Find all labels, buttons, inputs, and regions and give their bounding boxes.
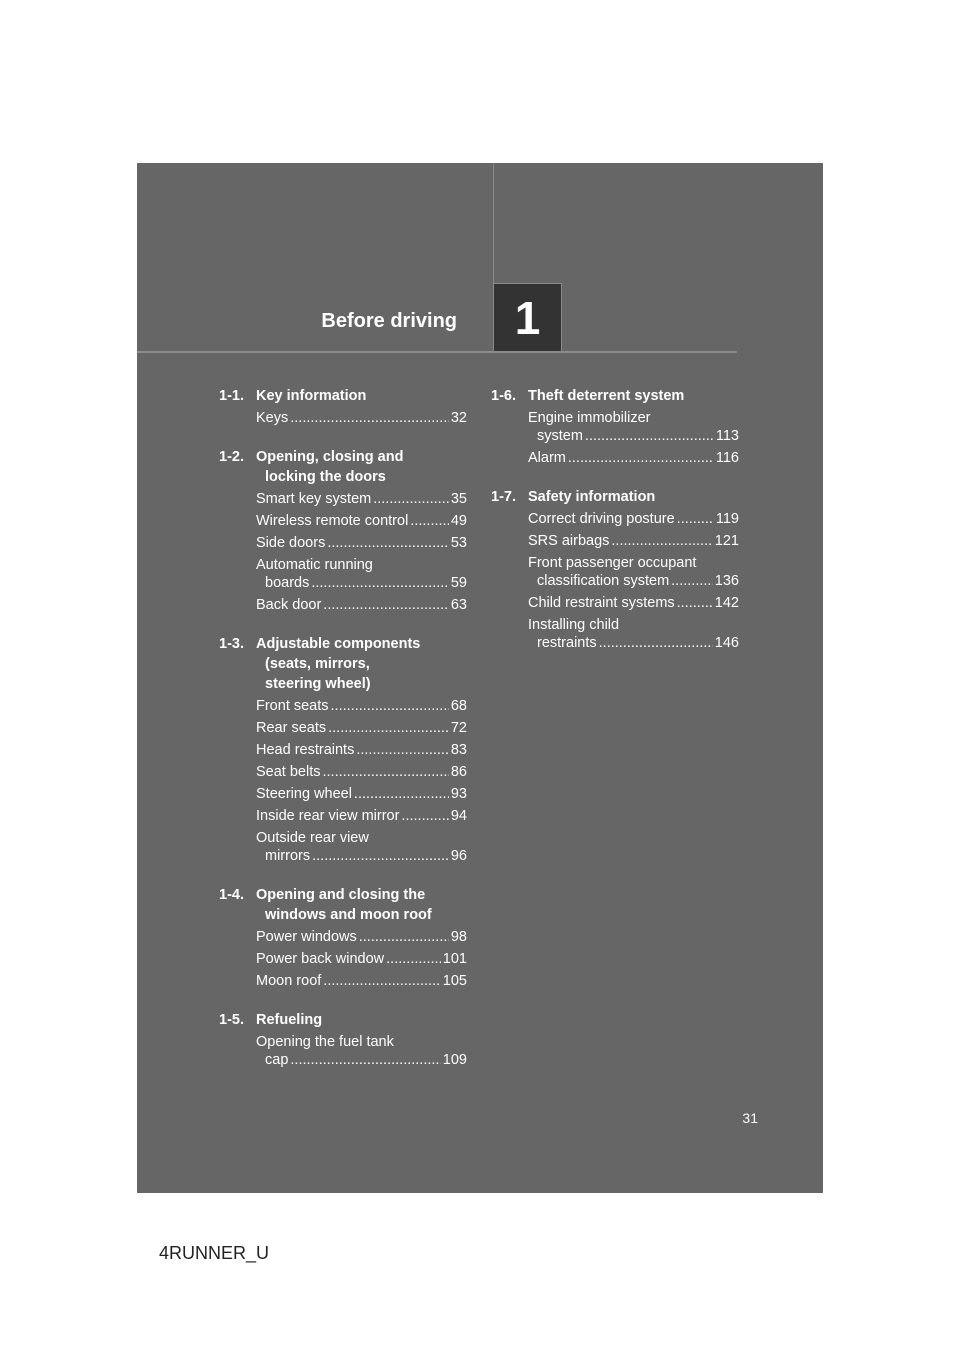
entry-page-number: 32 (450, 410, 467, 426)
entry-line (256, 847, 467, 865)
footer-label: 4RUNNER_U (159, 1243, 270, 1263)
entry-line (256, 741, 467, 759)
entry-page-number: 146 (714, 635, 739, 651)
entry-label: Moon roof (256, 973, 322, 989)
section-title-line: Adjustable components (256, 636, 421, 652)
entry-page-number: 68 (450, 698, 467, 714)
toc-entry[interactable] (256, 534, 467, 552)
toc-entry[interactable] (256, 512, 467, 530)
toc-entry[interactable] (256, 596, 467, 614)
toc-entry[interactable] (528, 594, 739, 612)
entry-line (528, 634, 739, 652)
entry-label: classification system (537, 573, 670, 589)
entry-line (256, 512, 467, 530)
entry-line (256, 829, 467, 847)
entry-page-number: 93 (450, 786, 467, 802)
dot-leader (311, 574, 449, 592)
toc-section (219, 634, 467, 865)
entry-page-number: 53 (450, 535, 467, 551)
entry-label: mirrors (265, 848, 311, 864)
section-title-line: (seats, mirrors, (265, 656, 370, 672)
toc-entry[interactable] (256, 741, 467, 759)
section-title (256, 885, 467, 925)
toc-entry[interactable] (256, 490, 467, 508)
dot-leader (677, 510, 714, 528)
entry-label: Outside rear view (256, 830, 369, 846)
entry-line (256, 534, 467, 552)
dot-leader (677, 594, 713, 612)
toc-entry[interactable] (528, 409, 739, 445)
entry-label: Head restraints (256, 742, 355, 758)
dot-leader (356, 741, 449, 759)
entry-label: Steering wheel (256, 786, 352, 802)
entry-page-number: 116 (715, 450, 739, 466)
chapter-number: 1 (514, 291, 541, 344)
entry-line (256, 972, 467, 990)
dot-leader (568, 449, 714, 467)
dot-leader (410, 512, 449, 530)
entry-line (256, 807, 467, 825)
entry-line (528, 449, 739, 467)
entry-line (256, 763, 467, 781)
entry-label: Smart key system (256, 491, 372, 507)
toc-section (491, 487, 739, 652)
section-title-line: Opening and closing the (256, 887, 426, 903)
dot-leader (599, 634, 713, 652)
toc-entry[interactable] (256, 972, 467, 990)
entry-line (528, 510, 739, 528)
entry-line (256, 719, 467, 737)
section-title (256, 386, 467, 406)
entry-page-number: 63 (450, 597, 467, 613)
entry-line (256, 1051, 467, 1069)
dot-leader (327, 534, 449, 552)
entry-line (528, 572, 739, 590)
entry-page-number: 72 (450, 720, 467, 736)
entry-page-number: 109 (442, 1052, 467, 1068)
entry-label: Front seats (256, 698, 329, 714)
toc-section (219, 386, 467, 427)
entry-line (528, 532, 739, 550)
entry-label: boards (265, 575, 310, 591)
entry-page-number: 98 (450, 929, 467, 945)
dot-leader (354, 785, 449, 803)
section-title (256, 447, 467, 487)
entry-page-number: 94 (450, 808, 467, 824)
toc-entry[interactable] (528, 554, 739, 590)
toc-entry[interactable] (256, 807, 467, 825)
entry-page-number: 35 (450, 491, 467, 507)
dot-leader (312, 847, 449, 865)
toc-section (219, 447, 467, 614)
toc-section (491, 386, 739, 467)
entry-label: Side doors (256, 535, 326, 551)
entry-line (256, 596, 467, 614)
entry-line (256, 574, 467, 592)
entry-label: Wireless remote control (256, 513, 409, 529)
section-title (256, 634, 467, 694)
entry-line (256, 928, 467, 946)
entry-label: Rear seats (256, 720, 327, 736)
toc-entry[interactable] (528, 510, 739, 528)
section-title-line: Key information (256, 388, 367, 404)
entry-label: Alarm (528, 450, 566, 466)
entry-page-number: 96 (450, 848, 467, 864)
entry-line (256, 556, 467, 574)
toc-entry[interactable] (528, 449, 739, 467)
entry-page-number: 49 (450, 513, 467, 529)
entry-label: Seat belts (256, 764, 321, 780)
chapter-number-box (493, 283, 562, 352)
header-divider-vertical (493, 163, 494, 283)
dot-leader (373, 490, 449, 508)
toc-entry[interactable] (256, 928, 467, 946)
dot-leader (290, 1051, 440, 1069)
entry-label: Engine immobilizer (528, 410, 651, 426)
header-divider-horizontal (137, 351, 737, 353)
entry-label: restraints (537, 635, 597, 651)
toc-entry[interactable] (256, 697, 467, 715)
dot-leader (671, 572, 713, 590)
entry-page-number: 113 (715, 428, 739, 444)
dot-leader (323, 763, 449, 781)
entry-line (256, 785, 467, 803)
entry-line (528, 427, 739, 445)
section-number: 1-5. (219, 1012, 244, 1028)
toc-entry[interactable] (256, 556, 467, 592)
entry-line (528, 616, 739, 634)
section-heading (219, 885, 467, 925)
section-number: 1-1. (219, 388, 244, 404)
section-title-line: Opening, closing and (256, 449, 404, 465)
dot-leader (359, 928, 449, 946)
section-heading (491, 386, 739, 406)
toc-entry[interactable] (256, 1033, 467, 1069)
section-title-line: Refueling (256, 1012, 323, 1028)
entry-label: SRS airbags (528, 533, 610, 549)
entry-label: Correct driving posture (528, 511, 675, 527)
entry-page-number: 121 (714, 533, 739, 549)
entry-page-number: 105 (442, 973, 467, 989)
entry-line (256, 1033, 467, 1051)
dot-leader (323, 972, 441, 990)
entry-page-number: 119 (715, 511, 739, 527)
section-title-line: windows and moon roof (265, 907, 432, 923)
toc-left-column (219, 386, 467, 1089)
dot-leader (401, 807, 448, 825)
entry-label: Automatic running (256, 557, 373, 573)
section-title (256, 1010, 467, 1030)
toc-entry[interactable] (256, 829, 467, 865)
section-title (528, 386, 739, 406)
section-heading (219, 386, 467, 406)
entry-label: Installing child (528, 617, 620, 633)
entry-label: system (537, 428, 583, 444)
chapter-title: Before driving (321, 310, 457, 332)
section-number: 1-3. (219, 636, 244, 652)
dot-leader (323, 596, 449, 614)
entry-label: Front passenger occupant (528, 555, 697, 571)
section-number: 1-7. (491, 489, 516, 505)
entry-label: Opening the fuel tank (256, 1034, 394, 1050)
entry-label: Keys (256, 410, 289, 426)
entry-page-number: 101 (442, 951, 467, 967)
section-title (528, 487, 739, 507)
entry-label: cap (265, 1052, 289, 1068)
entry-line (256, 697, 467, 715)
entry-line (256, 409, 467, 427)
section-title-line: Theft deterrent system (528, 388, 685, 404)
entry-page-number: 142 (714, 595, 739, 611)
entry-page-number: 86 (450, 764, 467, 780)
toc-section (219, 885, 467, 990)
section-heading (219, 634, 467, 694)
entry-page-number: 59 (450, 575, 467, 591)
section-title-line: locking the doors (265, 469, 386, 485)
entry-page-number: 83 (450, 742, 467, 758)
toc-entry[interactable] (256, 763, 467, 781)
section-heading (491, 487, 739, 507)
toc-entry[interactable] (256, 719, 467, 737)
page-number: 31 (742, 1110, 758, 1126)
toc-section (219, 1010, 467, 1069)
entry-label: Power windows (256, 929, 357, 945)
dot-leader (331, 697, 449, 715)
dot-leader (290, 409, 449, 427)
dot-leader (611, 532, 712, 550)
section-number: 1-2. (219, 449, 244, 465)
entry-label: Back door (256, 597, 322, 613)
entry-label: Child restraint systems (528, 595, 675, 611)
toc-entry[interactable] (528, 616, 739, 652)
section-title-line: steering wheel) (265, 676, 371, 692)
dot-leader (585, 427, 714, 445)
entry-page-number: 136 (714, 573, 739, 589)
dot-leader (328, 719, 449, 737)
toc-entry[interactable] (256, 409, 467, 427)
entry-line (528, 594, 739, 612)
toc-entry[interactable] (256, 785, 467, 803)
section-heading (219, 447, 467, 487)
toc-entry[interactable] (256, 950, 467, 968)
toc-right-column (491, 386, 739, 672)
entry-line (528, 409, 739, 427)
dot-leader (386, 950, 441, 968)
section-heading (219, 1010, 467, 1030)
entry-line (528, 554, 739, 572)
entry-line (256, 950, 467, 968)
section-number: 1-6. (491, 388, 516, 404)
section-title-line: Safety information (528, 489, 656, 505)
entry-line (256, 490, 467, 508)
entry-label: Power back window (256, 951, 385, 967)
section-number: 1-4. (219, 887, 244, 903)
toc-entry[interactable] (528, 532, 739, 550)
entry-label: Inside rear view mirror (256, 808, 400, 824)
